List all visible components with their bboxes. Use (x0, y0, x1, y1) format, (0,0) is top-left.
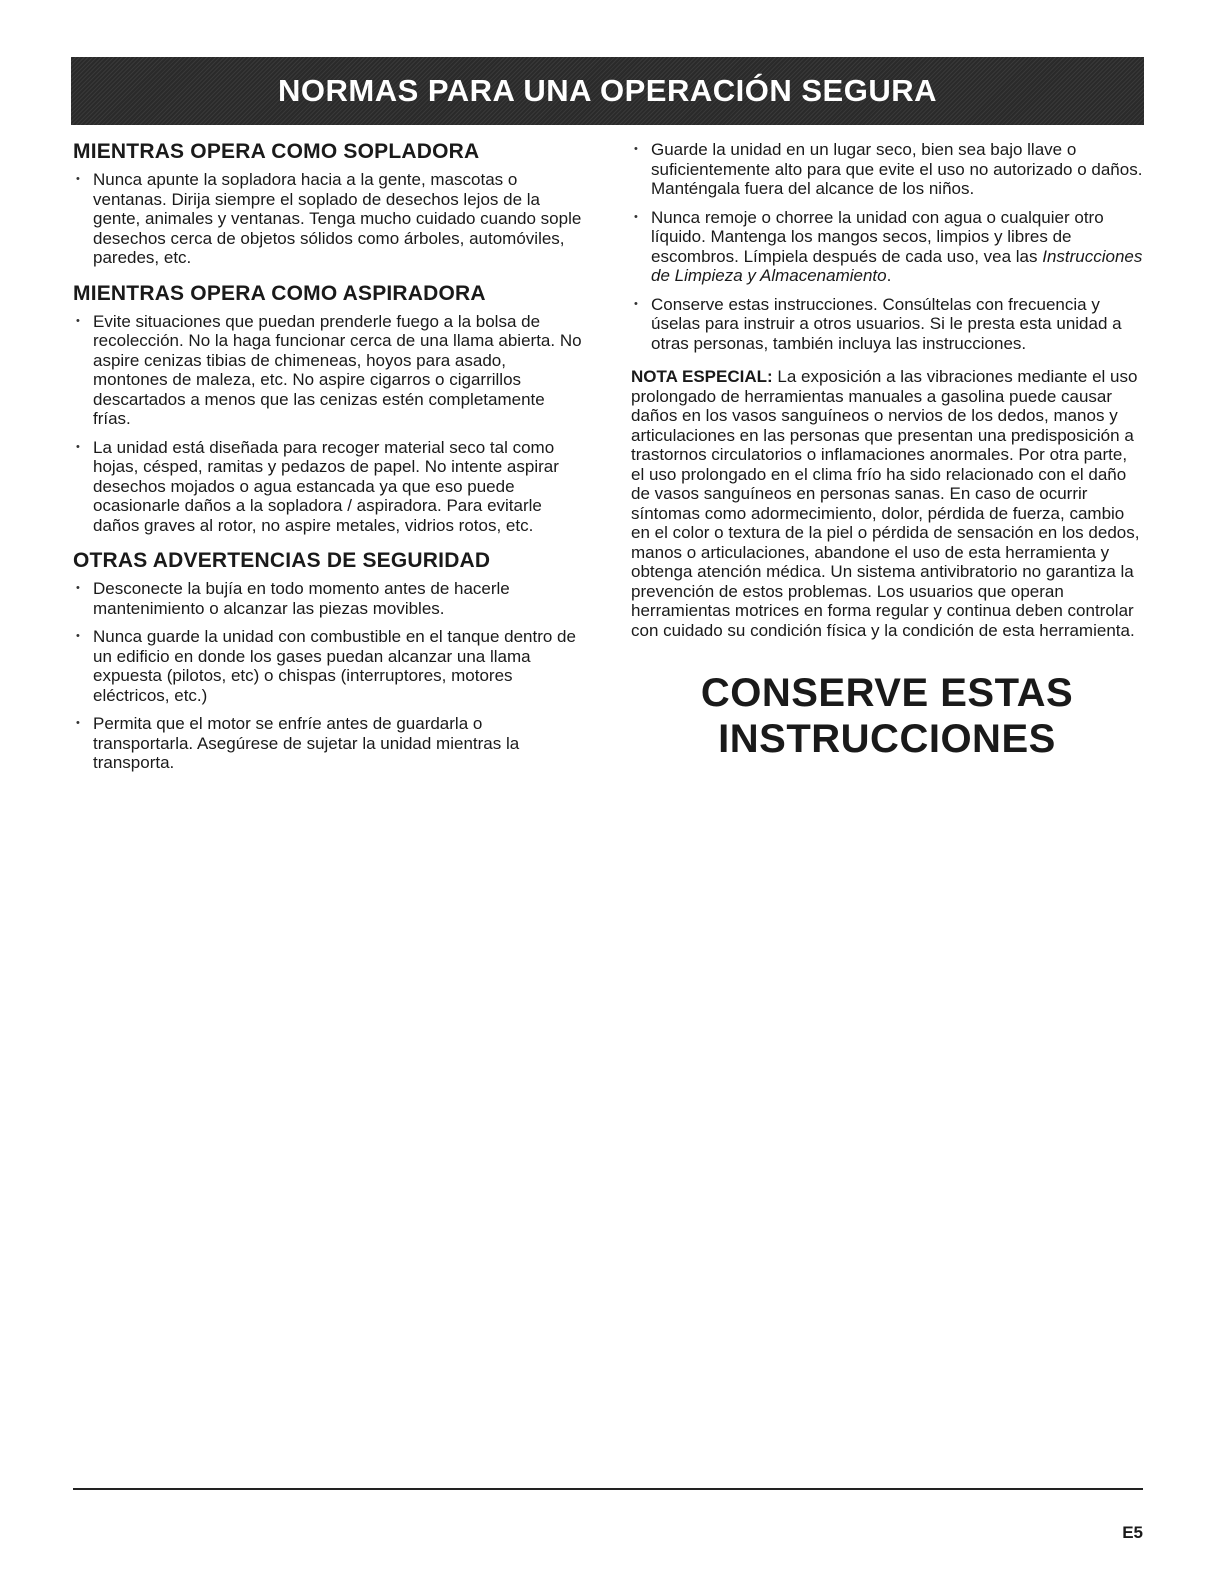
callout-line-1: CONSERVE ESTAS (700, 671, 1074, 715)
list-item (631, 295, 1143, 354)
special-note (631, 367, 1143, 640)
section-heading-vacuum: MIENTRAS OPERA COMO ASPIRADORA (73, 281, 486, 305)
page-number: E5 (1122, 1523, 1143, 1542)
list-item-tail: . (886, 266, 892, 285)
other-warnings-list (73, 579, 583, 773)
list-item: • La unidad está diseñada para recoger material seco tal como hojas, césped, ramitas y pedazos de papel. No intente aspirar desechos mojados o agua estancada ya que eso puede ocasionarle daños a la sopladora / aspiradora. Para evitarle daños graves al rotor, no aspire metales, vidrios rotos, etc. (73, 438, 583, 536)
storage-rules-list (631, 140, 1143, 353)
list-item: • Desconecte la bujía en todo momento antes de hacerle mantenimiento o alcanzar las piezas movibles. (73, 579, 583, 618)
cleaning-instructions-reference: Instrucciones de Limpieza y Almacenamiento (651, 246, 1143, 285)
footer-divider (73, 1488, 1143, 1490)
list-item: • Permita que el motor se enfríe antes de guardarla o transportarla. Asegúrese de sujetar la unidad mientras la transporta. (73, 714, 583, 773)
list-item: • Nunca guarde la unidad con combustible en el tanque dentro de un edificio en donde los gases puedan alcanzar una llama expuesta (pilotos, etc) o chispas (interruptores, motores eléctricos, etc.) (73, 627, 583, 705)
section-heading-other-warnings: OTRAS ADVERTENCIAS DE SEGURIDAD (73, 549, 491, 572)
callout-line-2: INSTRUCCIONES (718, 717, 1056, 761)
list-item (631, 140, 1143, 199)
page-header-banner (71, 57, 1144, 125)
section-heading-blower: MIENTRAS OPERA COMO SOPLADORA (73, 140, 480, 163)
list-item: • Nunca apunte la sopladora hacia a la gente, mascotas o ventanas. Dirija siempre el soplado de desechos lejos de la gente, animales y ventanas. Tenga mucho cuidado cuando sople desechos cerca de objetos sólidos como árboles, automóviles, paredes, etc. (73, 170, 583, 268)
special-note-text: La exposición a las vibraciones mediante el uso prolongado de herramientas manuales a gasolina puede causar daños en los vasos sanguíneos o nervios de los dedos, manos y articulaciones en las personas que presentan una predisposición a trastornos circulatorios o inflamaciones anormales. Por otra parte, el uso prolongado en el clima frío ha sido relacionado con el daño de vasos sanguíneos en personas sanas. En caso de ocurrir síntomas como adormecimiento, dolor, pérdida de fuerza, cambio en el color o textura de la piel o pérdida de sensación en los dedos, manos o articulaciones, abandone el uso de esta herramienta y obtenga atención médica. Un sistema antivibratorio no garantiza la prevención de estos problemas. Los usuarios que operan herramientas motrices en forma regular y continua deben controlar con cuidado su condición física y la condición de esta herramienta. (631, 367, 1140, 640)
list-item-text: Guarde la unidad en un lugar seco, bien sea bajo llave o suficientemente alto para que evite el uso no autorizado o daños. Manténgala fuera del alcance de los niños. (651, 140, 1143, 198)
left-column (73, 140, 583, 787)
list-item-text: Nunca remoje o chorree la unidad con agua o cualquier otro líquido. Mantenga los mangos secos, limpios y libres de escombros. Límpiela después de cada uso, vea las (651, 207, 1104, 266)
list-item (631, 208, 1143, 286)
save-instructions-callout (631, 670, 1143, 762)
page-title: NORMAS PARA UNA OPERACIÓN SEGURA (278, 73, 937, 108)
right-column (631, 140, 1143, 762)
list-item-text: Conserve estas instrucciones. Consúltelas con frecuencia y úselas para instruir a otros usuarios. Si le presta esta unidad a otras personas, también incluya las instrucciones. (651, 294, 1122, 353)
list-item: • Evite situaciones que puedan prenderle fuego a la bolsa de recolección. No la haga funcionar cerca de una llama abierta. No aspire cenizas tibias de chimeneas, hoyos para asado, montones de maleza, etc. No aspire cigarros o cigarrillos descartados a menos que las cenizas estén completamente frías. (73, 312, 583, 429)
vacuum-rules-list (73, 312, 583, 536)
special-note-label: NOTA ESPECIAL: (631, 367, 773, 386)
blower-rules-list (73, 170, 583, 268)
